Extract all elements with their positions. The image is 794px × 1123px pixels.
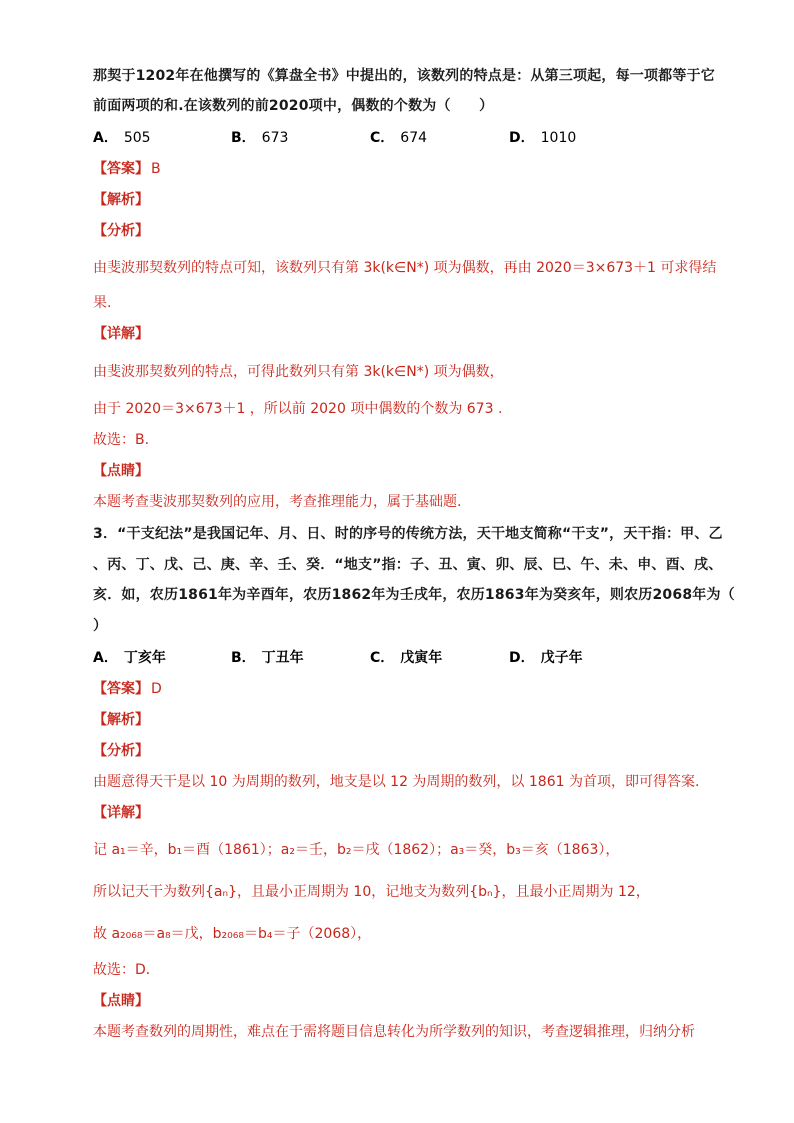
q2-jiexi-tag: 【解析】 <box>93 192 149 208</box>
q3-fenxi-text: 由题意得天干是以 10 为周期的数列，地支是以 12 为周期的数列，以 1861 为首项，即可得答案. <box>93 774 700 790</box>
q3-xiangjie-line-3: 故 a₂₀₆₈＝a₈＝戊，b₂₀₆₈＝b₄＝子（2068）， <box>93 926 372 942</box>
q3-fenxi-tag: 【分析】 <box>93 743 149 759</box>
q3-stem-line-3: 亥．如，农历1861年为辛酉年，农历1862年为壬戌年，农历1863年为癸亥年，则农历2068年为（ <box>93 587 735 603</box>
q2-fenxi-line-2: 果. <box>93 295 112 311</box>
q3-dianjing-tag: 【点睛】 <box>93 993 149 1009</box>
option-label: B． <box>231 130 256 146</box>
q3-option-a <box>93 648 166 668</box>
option-text: 1010 <box>540 130 577 146</box>
option-label: C． <box>370 130 395 146</box>
answer-tag: 【答案】 <box>93 161 149 177</box>
q2-stem-line-2: 前面两项的和.在该数列的前2020项中，偶数的个数为（ ） <box>93 98 494 114</box>
q3-xiangjie-line-4: 故选：D． <box>93 962 160 978</box>
q3-answer <box>93 679 162 699</box>
q2-stem-line-1: 那契于1202年在他撰写的《算盘全书》中提出的，该数列的特点是：从第三项起，每一项都等于它 <box>93 68 715 84</box>
q3-stem-line-4: ） <box>93 618 108 634</box>
q3-stem-line-1: 3．“干支纪法”是我国记年、月、日、时的序号的传统方法，天干地支简称“干支”，天干指：甲、乙 <box>93 526 723 542</box>
option-label: D． <box>509 130 535 146</box>
q3-option-b <box>231 648 304 668</box>
option-text: 戊寅年 <box>400 650 443 666</box>
answer-value: D <box>151 681 162 697</box>
q3-xiangjie-tag: 【详解】 <box>93 805 149 821</box>
q2-xiangjie-line-3: 故选：B. <box>93 432 150 448</box>
q2-option-d <box>509 128 576 148</box>
option-label: A． <box>93 650 118 666</box>
q2-answer <box>93 159 161 179</box>
option-label: D． <box>509 650 535 666</box>
answer-tag: 【答案】 <box>93 681 149 697</box>
q2-xiangjie-line-2: 由于 2020＝3×673＋1 ，所以前 2020 项中偶数的个数为 673 . <box>93 401 503 417</box>
q3-option-c <box>370 648 442 668</box>
q3-stem-line-2: 、丙、丁、戊、己、庚、辛、壬、癸．“地支”指：子、丑、寅、卯、辰、巳、午、未、申、酉、戌、 <box>93 557 723 573</box>
option-label: B． <box>231 650 256 666</box>
q3-dianjing-text: 本题考查数列的周期性，难点在于需将题目信息转化为所学数列的知识，考查逻辑推理，归纳分析 <box>93 1024 695 1040</box>
answer-value: B <box>151 161 161 177</box>
option-text: 丁亥年 <box>123 650 166 666</box>
option-label: C． <box>370 650 395 666</box>
option-text: 674 <box>400 130 428 146</box>
q2-fenxi-tag: 【分析】 <box>93 223 149 239</box>
q3-xiangjie-line-1: 记 a₁＝辛，b₁＝酉（1861）；a₂＝壬，b₂＝戌（1862）；a₃＝癸，b₃＝亥（1863）， <box>93 842 620 858</box>
option-text: 丁丑年 <box>261 650 304 666</box>
q2-dianjing-tag: 【点睛】 <box>93 463 149 479</box>
option-text: 505 <box>123 130 151 146</box>
option-text: 戊子年 <box>540 650 583 666</box>
option-text: 673 <box>261 130 289 146</box>
q2-xiangjie-line-1: 由斐波那契数列的特点，可得此数列只有第 3k(k∈N*) 项为偶数， <box>93 364 504 380</box>
q2-option-c <box>370 128 427 148</box>
q3-xiangjie-line-2: 所以记天干为数列{aₙ}，且最小正周期为 10，记地支为数列{bₙ}，且最小正周期为 12， <box>93 884 650 900</box>
q2-xiangjie-tag: 【详解】 <box>93 326 149 342</box>
q2-option-b <box>231 128 288 148</box>
q3-option-d <box>509 648 583 668</box>
option-label: A． <box>93 130 118 146</box>
q2-option-a <box>93 128 151 148</box>
q2-fenxi-line-1: 由斐波那契数列的特点可知，该数列只有第 3k(k∈N*) 项为偶数，再由 2020＝3×673＋1 可求得结 <box>93 260 717 276</box>
q2-dianjing-text: 本题考查斐波那契数列的应用，考查推理能力，属于基础题. <box>93 494 462 510</box>
q3-jiexi-tag: 【解析】 <box>93 712 149 728</box>
